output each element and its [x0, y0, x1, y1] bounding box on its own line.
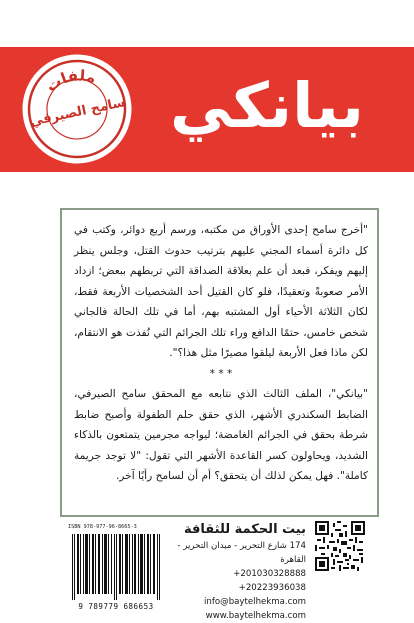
publisher-phone: +201030328888 +20223936038 — [233, 569, 306, 593]
blurb-paragraph-1: "أخرج سامح إحدى الأوراق من مكتبه، ورسم أربع دوائر، وكتب في كل دائرة أسماء المجني عليهم بترتيب حدوث القتل، وجلس ينظر إليهم ويفكر، فبعد أن علم بعلاقة الصداقة التي تربطهم ببعض؛ ازداد الأمر صعوبةً وتعقيدًا، فلو كان القتيل أحد الشخصيات الأربعة فقط، لكان الثلاثة الأحياء أول المشتبه بهم، أما في تلك الحالة فالجاني شخص خامس، حتمًا الدافع وراء تلك الجرائم التي نُفذت هو الانتقام، لكن ماذا فعل الأربعة ليلقوا مصيرًا مثل هذا؟". — [74, 224, 368, 359]
publisher-name: بيت الحكمة للثقافة — [184, 522, 306, 537]
qr-code — [315, 521, 365, 571]
book-title: بيانكي — [170, 68, 364, 142]
series-stamp — [18, 50, 136, 168]
isbn-label: ISBN 978-977-96-8665-3 — [68, 524, 137, 530]
stamp-bottom-text: سامح الصيرفي — [28, 95, 127, 130]
publisher-website: www.baytelhekma.com — [205, 611, 306, 621]
blurb-paragraph-2: "بيانكي"، الملف الثالث الذي نتابعه مع المحقق سامح الصيرفي، الضابط السكندري الأشهر، الذي حقق حلم الطفولة وأصبح ضابط شرطة بحقق في الجرائم الغامضة؛ ليواجه مجرمين يتمتعون بالذكاء الشديد، ويحاولون كسر القاعدة الأشهر التي تقول: "لا توجد جريمة كاملة". فهل يمكن لذلك أن يتحقق؟ أم أن لسامح رأيًا آخر. — [74, 388, 368, 482]
isbn-digits: 9 789779 686653 — [78, 602, 154, 611]
blurb-separator: * * * — [209, 367, 233, 380]
blurb — [74, 220, 368, 487]
publisher-email: info@baytelhekma.com — [204, 597, 306, 607]
publisher-info — [170, 521, 306, 623]
stamp-top-path: ملفات — [42, 66, 98, 96]
publisher-address: 174 شارع التحرير - ميدان التحرير - القاهرة — [177, 541, 306, 565]
isbn-barcode — [70, 534, 162, 600]
